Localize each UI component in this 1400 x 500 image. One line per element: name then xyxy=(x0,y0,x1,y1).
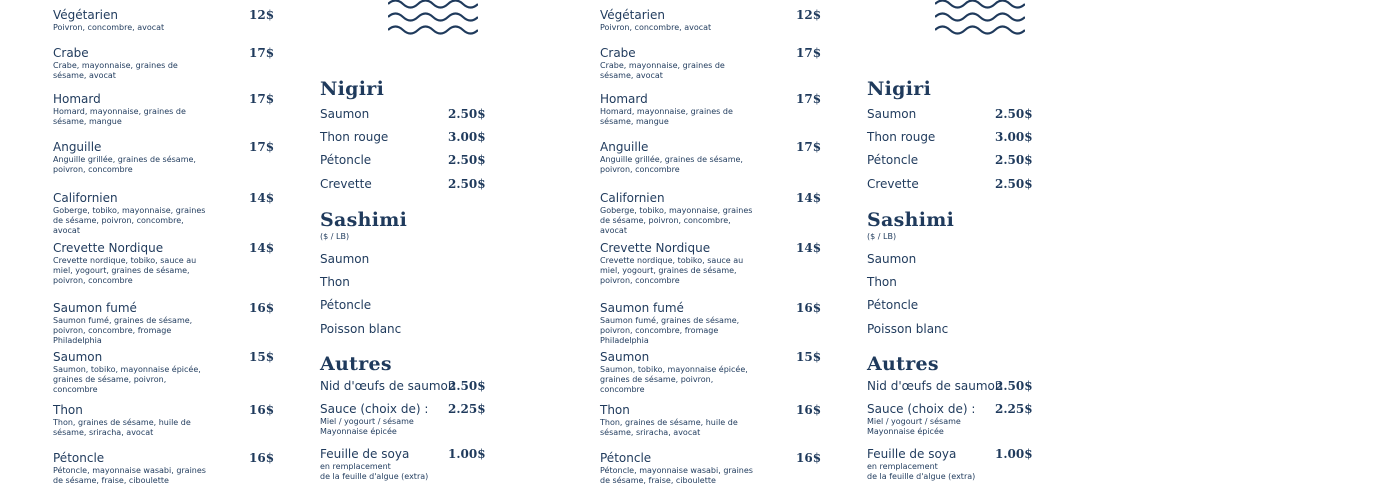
roll-description: Pétoncle, mayonnaise wasabi, graines de sésame, fraise, ciboulette xyxy=(600,466,753,485)
roll-name: Saumon xyxy=(53,350,103,364)
item-name: Thon rouge xyxy=(867,130,936,144)
roll-price: 17$ xyxy=(796,140,822,154)
item-price: 2.25$ xyxy=(995,402,1033,416)
waves-icon xyxy=(935,0,1025,40)
roll-description: Saumon fumé, graines de sésame, poivron, concombre, fromage Philadelphia xyxy=(53,316,193,345)
roll-description: Saumon fumé, graines de sésame, poivron, concombre, fromage Philadelphia xyxy=(600,316,740,345)
roll-name: Pétoncle xyxy=(600,451,652,465)
sashimi-unit: ($ / LB) xyxy=(867,232,897,241)
item-name: Feuille de soya xyxy=(320,447,410,461)
roll-price: 16$ xyxy=(249,451,275,465)
roll-description: Poivron, concombre, avocat xyxy=(600,23,712,32)
menu-panel-right xyxy=(547,0,1247,500)
item-price: 2.50$ xyxy=(448,379,486,393)
roll-name: Saumon xyxy=(600,350,650,364)
item-name: Pétoncle xyxy=(867,298,919,312)
roll-item xyxy=(53,140,273,175)
item-name: Pétoncle xyxy=(320,298,372,312)
item-name: Poisson blanc xyxy=(867,322,949,336)
roll-name: Anguille xyxy=(53,140,102,154)
nigiri-item xyxy=(867,130,1033,144)
roll-name: Pétoncle xyxy=(53,451,105,465)
roll-price: 14$ xyxy=(249,241,275,255)
roll-name: Crabe xyxy=(53,46,89,60)
roll-description: Poivron, concombre, avocat xyxy=(53,23,165,32)
item-name: Poisson blanc xyxy=(320,322,402,336)
item-note: Miel / yogourt / sésame xyxy=(320,417,414,426)
item-price: 2.50$ xyxy=(448,107,486,121)
roll-price: 14$ xyxy=(796,191,822,205)
roll-item xyxy=(600,140,820,175)
section-title-sashimi: Sashimi xyxy=(867,209,955,231)
item-note: en remplacement xyxy=(867,462,938,471)
autres-item xyxy=(867,402,1033,437)
roll-name: Californien xyxy=(600,191,665,205)
item-price: 2.50$ xyxy=(995,379,1033,393)
roll-price: 17$ xyxy=(796,92,822,106)
roll-item xyxy=(53,301,273,346)
roll-name: Californien xyxy=(53,191,118,205)
sashimi-item xyxy=(867,252,1025,266)
roll-name: Homard xyxy=(600,92,648,106)
roll-item xyxy=(600,92,820,127)
item-name: Thon xyxy=(867,275,897,289)
autres-item xyxy=(867,447,1033,482)
item-price: 2.50$ xyxy=(995,153,1033,167)
roll-item xyxy=(53,46,273,81)
sashimi-unit: ($ / LB) xyxy=(320,232,350,241)
sashimi-item xyxy=(867,322,1025,336)
roll-price: 15$ xyxy=(796,350,822,364)
roll-item xyxy=(600,301,820,346)
roll-item xyxy=(600,241,820,286)
roll-description: Anguille grillée, graines de sésame, poivron, concombre xyxy=(600,155,743,174)
roll-item xyxy=(600,451,820,486)
roll-price: 16$ xyxy=(796,403,822,417)
item-name: Crevette xyxy=(867,177,919,191)
item-name: Feuille de soya xyxy=(867,447,957,461)
section-title-sashimi: Sashimi xyxy=(320,209,408,231)
roll-description: Saumon, tobiko, mayonnaise épicée, graines de sésame, poivron, concombre xyxy=(600,365,748,394)
roll-description: Crevette nordique, tobiko, sauce au miel, yogourt, graines de sésame, poivron, concombre xyxy=(53,256,197,285)
item-price: 1.00$ xyxy=(995,447,1033,461)
roll-name: Anguille xyxy=(600,140,649,154)
item-name: Saumon xyxy=(867,252,917,266)
roll-name: Thon xyxy=(600,403,630,417)
nigiri-item xyxy=(867,153,1033,167)
roll-price: 16$ xyxy=(796,301,822,315)
section-title-nigiri: Nigiri xyxy=(867,78,932,100)
roll-price: 16$ xyxy=(796,451,822,465)
roll-price: 17$ xyxy=(249,46,275,60)
item-name: Nid d'œufs de saumon xyxy=(320,379,456,393)
item-note: de la feuille d'algue (extra) xyxy=(320,472,429,481)
roll-name: Saumon fumé xyxy=(53,301,137,315)
roll-description: Pétoncle, mayonnaise wasabi, graines de sésame, fraise, ciboulette xyxy=(53,466,206,485)
item-name: Sauce (choix de) : xyxy=(320,402,429,416)
roll-name: Saumon fumé xyxy=(600,301,684,315)
item-name: Saumon xyxy=(320,252,370,266)
roll-price: 16$ xyxy=(249,403,275,417)
sashimi-item xyxy=(320,275,478,289)
item-price: 2.50$ xyxy=(995,177,1033,191)
roll-name: Thon xyxy=(53,403,83,417)
roll-price: 17$ xyxy=(796,46,822,60)
autres-item xyxy=(320,447,486,482)
roll-description: Homard, mayonnaise, graines de sésame, mangue xyxy=(53,107,186,126)
roll-description: Saumon, tobiko, mayonnaise épicée, graines de sésame, poivron, concombre xyxy=(53,365,201,394)
roll-name: Crevette Nordique xyxy=(600,241,711,255)
section-title-autres: Autres xyxy=(320,353,392,375)
roll-item xyxy=(53,241,273,286)
roll-price: 16$ xyxy=(249,301,275,315)
roll-price: 14$ xyxy=(249,191,275,205)
sashimi-item xyxy=(867,275,1025,289)
item-note: en remplacement xyxy=(320,462,391,471)
item-name: Saumon xyxy=(320,107,370,121)
autres-item xyxy=(320,379,486,393)
item-price: 3.00$ xyxy=(448,130,486,144)
autres-item xyxy=(320,402,486,437)
item-price: 2.25$ xyxy=(448,402,486,416)
roll-description: Goberge, tobiko, mayonnaise, graines de sésame, poivron, concombre, avocat xyxy=(600,206,753,235)
roll-price: 17$ xyxy=(249,140,275,154)
waves-icon xyxy=(388,0,478,40)
item-price: 2.50$ xyxy=(448,177,486,191)
nigiri-item xyxy=(320,153,486,167)
roll-description: Goberge, tobiko, mayonnaise, graines de sésame, poivron, concombre, avocat xyxy=(53,206,206,235)
section-title-autres: Autres xyxy=(867,353,939,375)
nigiri-item xyxy=(320,130,486,144)
section-title-nigiri: Nigiri xyxy=(320,78,385,100)
roll-price: 12$ xyxy=(249,8,275,22)
roll-description: Crabe, mayonnaise, graines de sésame, avocat xyxy=(600,61,725,80)
roll-item xyxy=(53,403,273,438)
sashimi-item xyxy=(867,298,1025,312)
sashimi-item xyxy=(320,322,478,336)
roll-description: Homard, mayonnaise, graines de sésame, mangue xyxy=(600,107,733,126)
item-name: Saumon xyxy=(867,107,917,121)
roll-item xyxy=(53,350,273,395)
item-name: Pétoncle xyxy=(320,153,372,167)
nigiri-item xyxy=(320,177,486,191)
roll-price: 14$ xyxy=(796,241,822,255)
roll-name: Végétarien xyxy=(53,8,118,22)
roll-description: Thon, graines de sésame, huile de sésame, sriracha, avocat xyxy=(53,418,191,437)
roll-item xyxy=(53,8,273,33)
nigiri-item xyxy=(320,107,486,121)
roll-price: 17$ xyxy=(249,92,275,106)
roll-description: Crabe, mayonnaise, graines de sésame, avocat xyxy=(53,61,178,80)
roll-item xyxy=(600,191,820,236)
item-note: de la feuille d'algue (extra) xyxy=(867,472,976,481)
roll-price: 15$ xyxy=(249,350,275,364)
roll-name: Crabe xyxy=(600,46,636,60)
item-price: 2.50$ xyxy=(995,107,1033,121)
roll-description: Anguille grillée, graines de sésame, poivron, concombre xyxy=(53,155,196,174)
roll-description: Thon, graines de sésame, huile de sésame, sriracha, avocat xyxy=(600,418,738,437)
roll-item xyxy=(600,46,820,81)
item-name: Crevette xyxy=(320,177,372,191)
item-name: Thon xyxy=(320,275,350,289)
item-price: 3.00$ xyxy=(995,130,1033,144)
sashimi-item xyxy=(320,252,478,266)
roll-price: 12$ xyxy=(796,8,822,22)
item-name: Sauce (choix de) : xyxy=(867,402,976,416)
item-price: 1.00$ xyxy=(448,447,486,461)
item-name: Nid d'œufs de saumon xyxy=(867,379,1003,393)
roll-item xyxy=(53,191,273,236)
autres-item xyxy=(867,379,1033,393)
item-note: Mayonnaise épicée xyxy=(867,427,944,436)
roll-item xyxy=(600,8,820,33)
nigiri-item xyxy=(867,177,1033,191)
roll-item xyxy=(53,451,273,486)
roll-item xyxy=(600,403,820,438)
roll-name: Crevette Nordique xyxy=(53,241,164,255)
roll-name: Homard xyxy=(53,92,101,106)
nigiri-item xyxy=(867,107,1033,121)
roll-name: Végétarien xyxy=(600,8,665,22)
item-note: Mayonnaise épicée xyxy=(320,427,397,436)
item-note: Miel / yogourt / sésame xyxy=(867,417,961,426)
roll-item xyxy=(600,350,820,395)
item-name: Pétoncle xyxy=(867,153,919,167)
roll-description: Crevette nordique, tobiko, sauce au miel, yogourt, graines de sésame, poivron, concombre xyxy=(600,256,744,285)
sashimi-item xyxy=(320,298,478,312)
item-price: 2.50$ xyxy=(448,153,486,167)
roll-item xyxy=(53,92,273,127)
item-name: Thon rouge xyxy=(320,130,389,144)
